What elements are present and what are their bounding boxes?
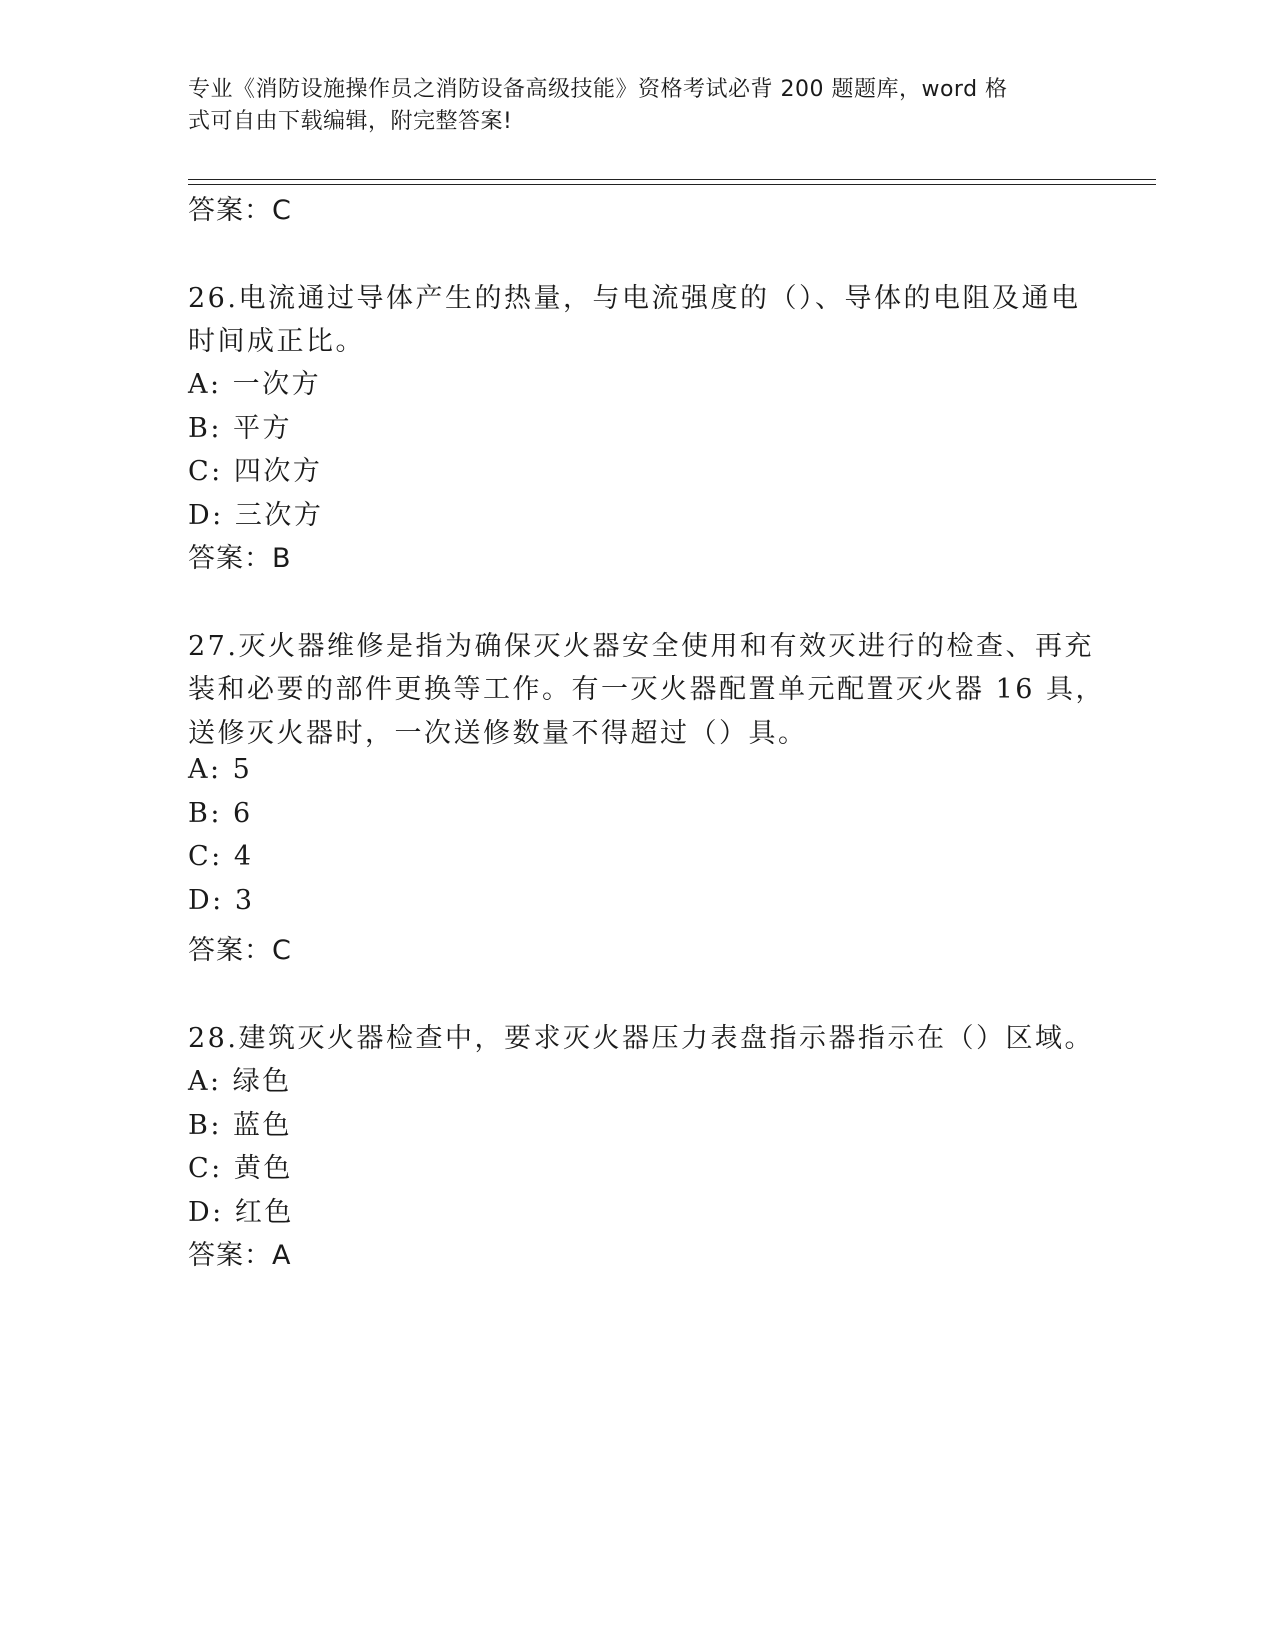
answer-label: 答案：B [188, 543, 292, 574]
option-a: A: 5 [188, 754, 253, 785]
question-stem-line: 时间成正比。 [188, 326, 365, 357]
option-b: B: 6 [188, 798, 253, 829]
option-c: C: 黄色 [188, 1153, 293, 1184]
question-stem [188, 624, 1094, 663]
question-stem-line: 26.电流通过导体产生的热量，与电流强度的（）、导体的电阻及通电 [188, 283, 1081, 314]
option-a: A: 绿色 [188, 1066, 292, 1097]
question-stem-line: 装和必要的部件更换等工作。有一灭火器配置单元配置灭火器 16 具， [188, 674, 1106, 705]
header-divider-top [188, 179, 1156, 180]
question-stem-line: 送修灭火器时，一次送修数量不得超过（）具。 [188, 718, 808, 749]
question-stem [188, 276, 1088, 315]
document-header [188, 74, 1068, 138]
question-stem [188, 1016, 1094, 1055]
option-d: D: 三次方 [188, 500, 324, 531]
previous-answer: 答案：C [188, 195, 292, 226]
question-stem [188, 711, 1088, 750]
question-stem-line: 28.建筑灭火器检查中，要求灭火器压力表盘指示器指示在（）区域。 [188, 1023, 1094, 1054]
header-line-2: 式可自由下载编辑，附完整答案! [188, 109, 513, 134]
option-a: A: 一次方 [188, 369, 322, 400]
header-line-1: 专业《消防设施操作员之消防设备高级技能》资格考试必背 200 题题库，word 格 [188, 77, 1008, 102]
header-divider-bottom [188, 184, 1156, 185]
option-d: D: 红色 [188, 1197, 294, 1228]
option-c: C: 4 [188, 841, 254, 872]
option-c: C: 四次方 [188, 456, 323, 487]
option-b: B: 平方 [188, 413, 293, 444]
answer-label: 答案：A [188, 1240, 292, 1271]
option-b: B: 蓝色 [188, 1110, 293, 1141]
option-d: D: 3 [188, 885, 255, 916]
question-stem [188, 319, 1088, 358]
question-stem [188, 667, 1106, 706]
answer-label: 答案：C [188, 935, 292, 966]
question-stem-line: 27.灭火器维修是指为确保灭火器安全使用和有效灭进行的检查、再充 [188, 631, 1094, 662]
